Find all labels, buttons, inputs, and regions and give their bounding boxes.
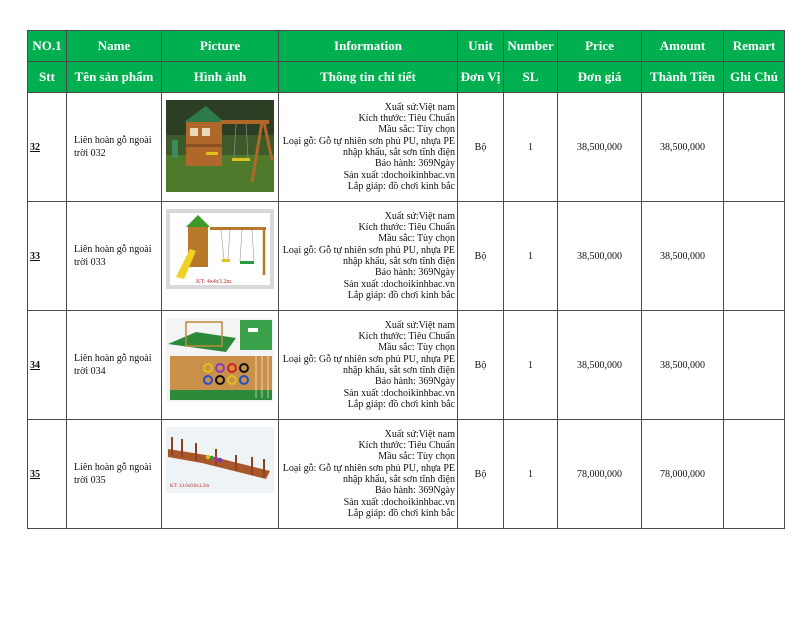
info-size: Kích thước: Tiêu Chuẩn [358,222,455,234]
info-assembly: Lắp giáp: đồ chơi kinh bắc [347,180,455,192]
table-row [28,93,785,202]
product-unit: Bộ [458,202,504,311]
info-material-cont: nhập khẩu, sắt sơn tĩnh điện [343,365,455,376]
header-sl: SL [504,62,558,93]
info-origin: Xuất sứ:Việt nam [384,319,455,331]
product-amount: 38,500,000 [642,311,724,420]
product-remark [724,202,785,311]
header-hinh-anh: Hình ảnh [162,62,279,93]
info-color: Mầu sắc: Tùy chọn [378,233,455,245]
product-name: Liên hoàn gỗ ngoài trời 034 [67,311,162,420]
header-information: Information [279,31,458,62]
product-amount: 38,500,000 [642,93,724,202]
product-picture-cell [162,93,279,202]
info-origin: Xuất sứ:Việt nam [384,210,455,222]
product-name: Liên hoàn gỗ ngoài trời 032 [67,93,162,202]
product-info [279,420,458,529]
table-row [28,311,785,420]
header-thanh-tien: Thành Tiền [642,62,724,93]
product-name: Liên hoàn gỗ ngoài trời 035 [67,420,162,529]
product-quantity: 1 [504,93,558,202]
header-ten-san-pham: Tên sản phẩm [67,62,162,93]
header-stt: Stt [28,62,67,93]
header-don-gia: Đơn giá [558,62,642,93]
table-row [28,202,785,311]
price-table [27,30,785,529]
info-manufacturer: Sản xuất :dochoikinhbac.vn [343,496,455,508]
product-remark [724,311,785,420]
header-unit: Unit [458,31,504,62]
header-ghi-chu: Ghi Chú [724,62,785,93]
row-stt[interactable]: 33 [28,202,67,311]
header-don-vi: Đơn Vị [458,62,504,93]
product-amount: 78,000,000 [642,420,724,529]
product-picture-cell [162,311,279,420]
header-name: Name [67,31,162,62]
product-remark [724,93,785,202]
info-warranty: Bảo hành: 369Ngày [375,267,455,279]
product-image-climbing-frame [166,318,274,410]
header-picture: Picture [162,31,279,62]
product-unit: Bộ [458,420,504,529]
info-origin: Xuất sứ:Việt nam [384,428,455,440]
product-info [279,311,458,420]
header-row-vi [28,62,785,93]
product-quantity: 1 [504,420,558,529]
info-assembly: Lắp giáp: đồ chơi kinh bắc [347,398,455,410]
info-assembly: Lắp giáp: đồ chơi kinh bắc [347,507,455,519]
info-material-cont: nhập khẩu, sắt sơn tĩnh điện [343,147,455,158]
header-no: NO.1 [28,31,67,62]
info-manufacturer: Sản xuất :dochoikinhbac.vn [343,278,455,290]
product-picture-cell [162,420,279,529]
info-warranty: Bảo hành: 369Ngày [375,376,455,388]
product-info [279,202,458,311]
info-material-cont: nhập khẩu, sắt sơn tĩnh điện [343,474,455,485]
header-thong-tin: Thông tin chi tiết [279,62,458,93]
table-row [28,420,785,529]
info-size: Kích thước: Tiêu Chuẩn [358,440,455,452]
picture-caption: KT: 4x4x3.2m [196,278,232,285]
product-name: Liên hoàn gỗ ngoài trời 033 [67,202,162,311]
row-stt[interactable]: 32 [28,93,67,202]
row-stt[interactable]: 34 [28,311,67,420]
header-price: Price [558,31,642,62]
info-material-cont: nhập khẩu, sắt sơn tĩnh điện [343,256,455,267]
product-image-slide-swing [166,209,274,301]
info-color: Mầu sắc: Tùy chọn [378,451,455,463]
info-material: Loại gỗ: Gỗ tự nhiên sơn phủ PU, nhựa PE [282,353,455,365]
product-image-playset-photo [166,100,274,192]
header-remark: Remart [724,31,785,62]
info-size: Kích thước: Tiêu Chuẩn [358,331,455,343]
info-manufacturer: Sản xuất :dochoikinhbac.vn [343,387,455,399]
info-origin: Xuất sứ:Việt nam [384,101,455,113]
picture-caption: KT: 13.6x0.8x1.2m [170,483,210,489]
product-quantity: 1 [504,202,558,311]
product-price: 38,500,000 [558,202,642,311]
product-quantity: 1 [504,311,558,420]
product-price: 78,000,000 [558,420,642,529]
info-color: Mầu sắc: Tùy chọn [378,124,455,136]
info-material: Loại gỗ: Gỗ tự nhiên sơn phủ PU, nhựa PE [282,244,455,256]
product-picture-cell [162,202,279,311]
product-unit: Bộ [458,311,504,420]
header-number: Number [504,31,558,62]
product-amount: 38,500,000 [642,202,724,311]
info-warranty: Bảo hành: 369Ngày [375,158,455,170]
header-row-en [28,31,785,62]
product-info [279,93,458,202]
product-image-wooden-bridge [166,427,274,519]
product-remark [724,420,785,529]
info-material: Loại gỗ: Gỗ tự nhiên sơn phủ PU, nhựa PE [282,462,455,474]
info-warranty: Bảo hành: 369Ngày [375,485,455,497]
info-manufacturer: Sản xuất :dochoikinhbac.vn [343,169,455,181]
info-material: Loại gỗ: Gỗ tự nhiên sơn phủ PU, nhựa PE [282,135,455,147]
header-amount: Amount [642,31,724,62]
product-price: 38,500,000 [558,93,642,202]
product-unit: Bộ [458,93,504,202]
info-size: Kích thước: Tiêu Chuẩn [358,113,455,125]
row-stt[interactable]: 35 [28,420,67,529]
info-assembly: Lắp giáp: đồ chơi kinh bắc [347,289,455,301]
product-price: 38,500,000 [558,311,642,420]
info-color: Mầu sắc: Tùy chọn [378,342,455,354]
